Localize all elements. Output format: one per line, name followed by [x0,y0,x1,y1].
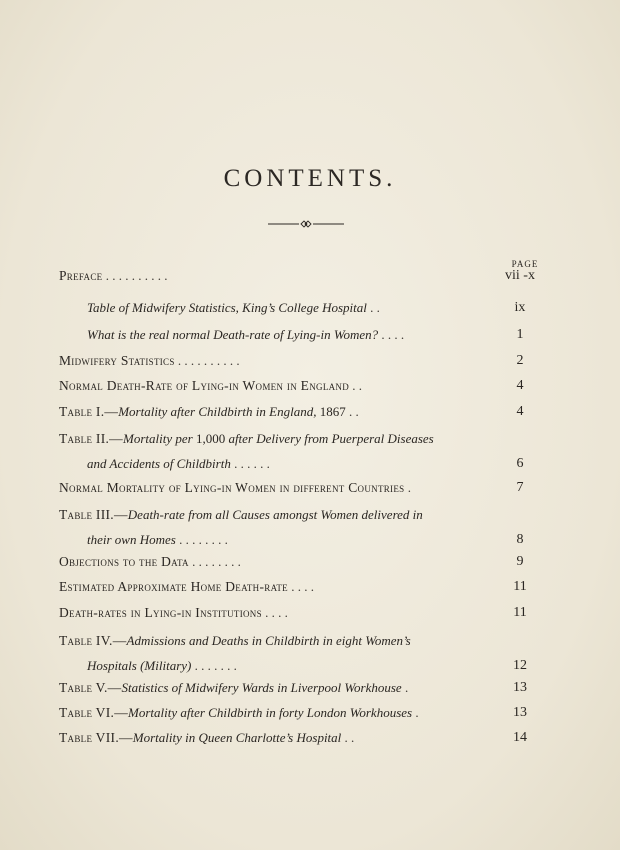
page-number: 6 [516,456,524,471]
entry-text: Preface [59,268,103,283]
ornament-divider-icon [268,219,344,229]
toc-entry [59,373,529,398]
toc-entry [59,628,529,678]
toc-entry-line [59,549,529,574]
page-number: 13 [513,705,527,720]
toc-entry-line [59,263,529,288]
entry-text: Table I.— [59,404,119,419]
toc-entry [59,263,529,288]
page-number: ix [514,300,526,315]
leader-dots: . [404,480,411,495]
entry-text: Death-rate from all Causes amongst Women delivered in [127,507,423,522]
entry-text: Death-rates in Lying-in Institutions [59,605,262,620]
toc-entry [59,574,529,599]
leader-dots: . . . . . . [230,456,270,471]
page-number: vii -x [505,268,535,283]
toc-entry-line [59,725,529,750]
page-number: 4 [516,404,524,419]
leader-dots: . . . . . . . . . . [174,353,240,368]
toc-entry [59,322,529,347]
page-number: 11 [513,579,527,594]
entry-text: Table III.— [59,507,128,522]
toc-entry-line [59,600,529,625]
leader-dots: . . . . . . . [191,658,237,673]
toc-entry [59,399,529,424]
entry-text: Table of Midwifery Statistics, King’s College Hospital [87,300,367,315]
entry-text: Table II.— [59,431,123,446]
toc-entry [59,295,529,320]
leader-dots: . . . . [287,579,314,594]
page-number: 12 [513,658,527,673]
entry-text: Normal Death-Rate of Lying-in Women in England [59,378,350,393]
page-title: CONTENTS. [223,165,397,192]
entry-text: What is the real normal Death-rate of Lying-in Women? [87,327,379,342]
toc-entry-line [59,574,529,599]
entry-text: Table IV.— [59,633,127,648]
entry-text: Table V.— [59,680,122,695]
leader-dots: . . [341,730,355,745]
toc-entry-line [59,628,529,653]
toc-entry-line [59,399,529,424]
leader-dots: . [412,705,419,720]
leader-dots: . . . . . . . . . . [102,268,168,283]
entry-text: Mortality in Queen Charlotte’s Hospital [132,730,342,745]
toc-entry-line [59,426,529,451]
toc-entry [59,549,529,574]
toc-entry [59,725,529,750]
page-number: 7 [516,480,524,495]
entry-text: 1867 [316,404,346,419]
toc-entry [59,502,529,552]
toc-entry-line [59,295,529,320]
leader-dots: . . [349,378,363,393]
toc-entry-line [59,322,529,347]
entry-text: Objections to the Data [59,554,189,569]
leader-dots: . . [345,404,359,419]
toc-entry-continuation [59,451,529,476]
toc-entry-line [59,475,529,500]
toc-entry [59,475,529,500]
page-number: 11 [513,605,527,620]
page-number: 2 [516,353,524,368]
leader-dots: . . [366,300,380,315]
page-number: 13 [513,680,527,695]
toc-entry-line [59,675,529,700]
entry-text: after Delivery from Puerperal Diseases [228,431,434,446]
entry-text: Table VII.— [59,730,133,745]
entry-text: Hospitals (Military) [87,658,192,673]
entry-text: their own Homes [87,532,176,547]
toc-entry [59,348,529,373]
entry-text: and Accidents of Childbirth [87,456,231,471]
page-number: 4 [516,378,524,393]
entry-text: 1,000 [192,431,229,446]
entry-text: Admissions and Deaths in Childbirth in eight Women’s [126,633,411,648]
page-number: 14 [513,730,527,745]
leader-dots: . [401,680,409,695]
page-number: 1 [516,327,524,342]
page-column-header: PAGE [511,259,539,269]
toc-entry-line [59,373,529,398]
toc-entry-line [59,502,529,527]
toc-entry [59,675,529,700]
entry-text: Statistics of Midwifery Wards in Liverpool Workhouse [121,680,402,695]
toc-entry [59,600,529,625]
entry-text: Mortality after Childbirth in England, [118,404,317,419]
leader-dots: . . . . . . . . [188,554,241,569]
leader-dots: . . . . [378,327,405,342]
toc-entry-line [59,700,529,725]
entry-text: Table VI.— [59,705,128,720]
page-number: 9 [516,554,524,569]
leader-dots: . . . . [261,605,288,620]
entry-text: Estimated Approximate Home Death-rate [59,579,288,594]
entry-text: Midwifery Statistics [59,353,175,368]
page-number: 8 [516,532,524,547]
entry-text: Mortality per [123,431,193,446]
toc-entry [59,426,529,476]
toc-entry-line [59,348,529,373]
entry-text: Mortality after Childbirth in forty London Workhouses [128,705,413,720]
toc-entry [59,700,529,725]
leader-dots: . . . . . . . . [175,532,228,547]
entry-text: Normal Mortality of Lying-in Women in different Countries [59,480,405,495]
